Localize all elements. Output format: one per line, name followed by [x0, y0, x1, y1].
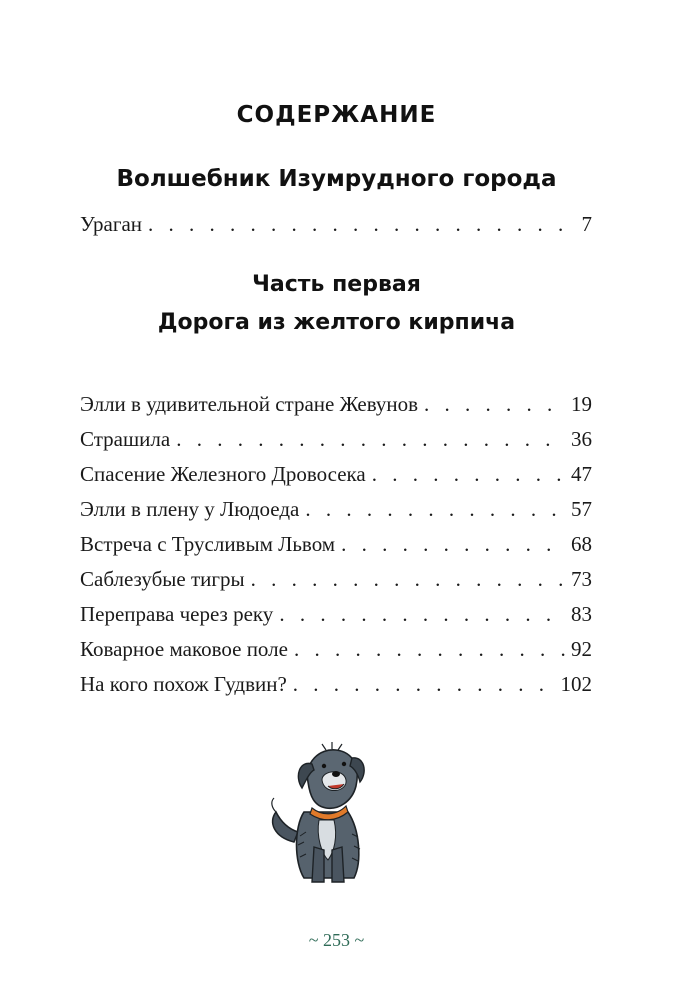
- part-title: Дорога из желтого кирпича: [157, 310, 516, 335]
- toc-leader-dots: [424, 389, 565, 419]
- toc-leader-dots: [294, 634, 565, 664]
- toc-entry-page: 47: [571, 462, 592, 486]
- toc-entry-title: Спасение Железного Дровосека: [80, 462, 366, 486]
- book-title: Волшебник Изумрудного города: [116, 166, 557, 192]
- toc-leader-dots: [293, 669, 555, 699]
- toc-entry[interactable]: [80, 634, 592, 664]
- toc-leader-dots: [305, 494, 565, 524]
- toc-leader-dots: [279, 599, 565, 629]
- toc-entry[interactable]: [80, 599, 592, 629]
- toc-entry-page: 92: [571, 637, 592, 661]
- toc-entry[interactable]: [80, 424, 592, 454]
- toc-leader-dots: [251, 564, 565, 594]
- toc-entry-page: 73: [571, 567, 592, 591]
- toc-entry[interactable]: [80, 529, 592, 559]
- toc-entry[interactable]: [80, 669, 592, 699]
- toc-entry-title: Элли в плену у Людоеда: [80, 497, 300, 521]
- contents-heading: СОДЕРЖАНИЕ: [236, 102, 437, 128]
- toc-entry-title: Саблезубые тигры: [80, 567, 245, 591]
- toc-entry-title: Страшила: [80, 427, 171, 451]
- toc-leader-dots: [372, 459, 565, 489]
- toc-entry-title: Коварное маковое поле: [80, 637, 288, 661]
- part-label: Часть первая: [252, 272, 421, 297]
- page-number: ~ 253 ~: [308, 930, 365, 950]
- toc-entry-page: 19: [571, 392, 592, 416]
- toc-entry-page: 57: [571, 497, 592, 521]
- toc-entry-title: Переправа через реку: [80, 602, 274, 626]
- toc-entry[interactable]: [80, 564, 592, 594]
- toc-entry-page: 68: [571, 532, 592, 556]
- toc-entry-title: Ураган: [80, 212, 143, 236]
- toc-entry[interactable]: [80, 494, 592, 524]
- toc-entry-title: На кого похож Гудвин?: [80, 672, 287, 696]
- toc-entry-page: 83: [571, 602, 592, 626]
- toc-leader-dots: [341, 529, 565, 559]
- toc-entry-title: Элли в удивительной стране Жевунов: [80, 392, 419, 416]
- toc-entry[interactable]: [80, 459, 592, 489]
- toc-entry-page: 7: [581, 212, 592, 236]
- toc-entry[interactable]: [80, 389, 592, 419]
- toc-leader-dots: [148, 209, 575, 239]
- toc-entry-title: Встреча с Трусливым Львом: [80, 532, 336, 556]
- toc-entry-page: 36: [571, 427, 592, 451]
- toc-entry-page: 102: [560, 672, 592, 696]
- dog-illustration: [264, 742, 384, 892]
- toc-entry-prologue[interactable]: [80, 209, 592, 239]
- toc-leader-dots: [176, 424, 565, 454]
